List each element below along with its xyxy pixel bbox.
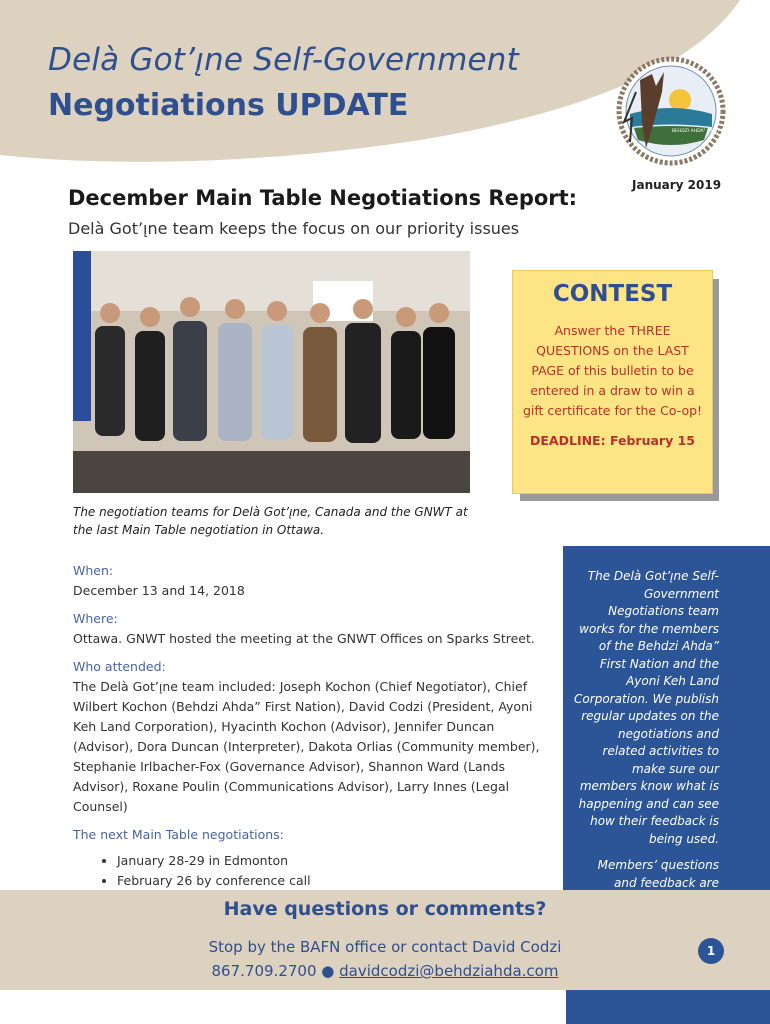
behdzi-ahda-first-nation-logo-icon <box>612 52 739 170</box>
page-number-badge: 1 <box>698 938 724 964</box>
when-label: When: <box>73 563 114 578</box>
bottom-blue-block <box>566 990 770 1024</box>
sidebar-paragraph: Members’ questions and feedback are <box>597 858 719 890</box>
contest-deadline: DEADLINE: February 15 <box>530 433 695 448</box>
next-negotiations-label: The next Main Table negotiations: <box>73 827 284 842</box>
who-label: Who attended: <box>73 659 166 674</box>
report-title: December Main Table Negotiations Report: <box>68 186 578 210</box>
newsletter-title: Delà Got’ı̨ne Self-Government <box>48 42 519 78</box>
where-value: Ottawa. GNWT hosted the meeting at the GNWT Offices on Sparks Street. <box>73 631 535 646</box>
report-subtitle: Delà Got’ı̨ne team keeps the focus on our priority issues <box>68 219 520 238</box>
bullet-separator: ● <box>321 962 335 980</box>
list-item: • January 28-29 in Edmonton <box>117 851 553 871</box>
when-value: December 13 and 14, 2018 <box>73 583 245 598</box>
email-link[interactable]: davidcodzi@behdziahda.com <box>339 962 559 980</box>
issue-date: January 2019 <box>632 178 722 192</box>
next-negotiations-list <box>73 851 553 891</box>
contest-box <box>512 270 713 494</box>
list-item: • February 26 by conference call <box>117 871 553 891</box>
sidebar-paragraph: The Delà Got’ı̨ne Self-Government Negotiations team works for the members of the Behdzi Ahda” First Nation and the Ayoni Keh Land Corporation. We publish regular updates on the negotiations and related activities to make sure our members know what is happening and can see how their feedback is being used. <box>574 569 719 846</box>
who-value: The Delà Got’ı̨ne team included: Joseph Kochon (Chief Negotiator), Chief Wilbert Kochon (Behdzi Ahda” First Nation), David Codzi (President, Ayoni Keh Land Corporation), Hyacinth Kochon (Advisor), Jennifer Duncan (Advisor), Dora Duncan (Interpreter), Dakota Orlias (Community member), Stephanie Irlbacher-Fox (Governance Advisor), Shannon Ward (Lands Advisor), Roxane Poulin (Communications Advisor), Larry Innes (Legal Counsel) <box>73 679 540 814</box>
contest-body: Answer the THREE QUESTIONS on the LAST PAGE of this bulletin to be entered in a draw to win a gift certificate for the Co-op! <box>522 323 703 418</box>
footer-contact-line: Stop by the BAFN office or contact David Codzi <box>208 938 562 956</box>
group-photo <box>73 251 470 493</box>
sidebar-text <box>573 568 719 919</box>
footer-contact-details <box>0 962 770 980</box>
footer-title: Have questions or comments? <box>223 898 547 920</box>
where-label: Where: <box>73 611 118 626</box>
logo-text: BEHDZI AHDA" FIRST NATION <box>672 129 739 134</box>
photo-caption: The negotiation teams for Delà Got’ı̨ne, Canada and the GNWT at the last Main Table negotiation in Ottawa. <box>73 505 468 537</box>
newsletter-subtitle: Negotiations UPDATE <box>48 88 409 123</box>
contest-title: CONTEST <box>552 281 673 307</box>
meeting-info <box>73 561 553 891</box>
phone-number: 867.709.2700 <box>211 962 317 980</box>
